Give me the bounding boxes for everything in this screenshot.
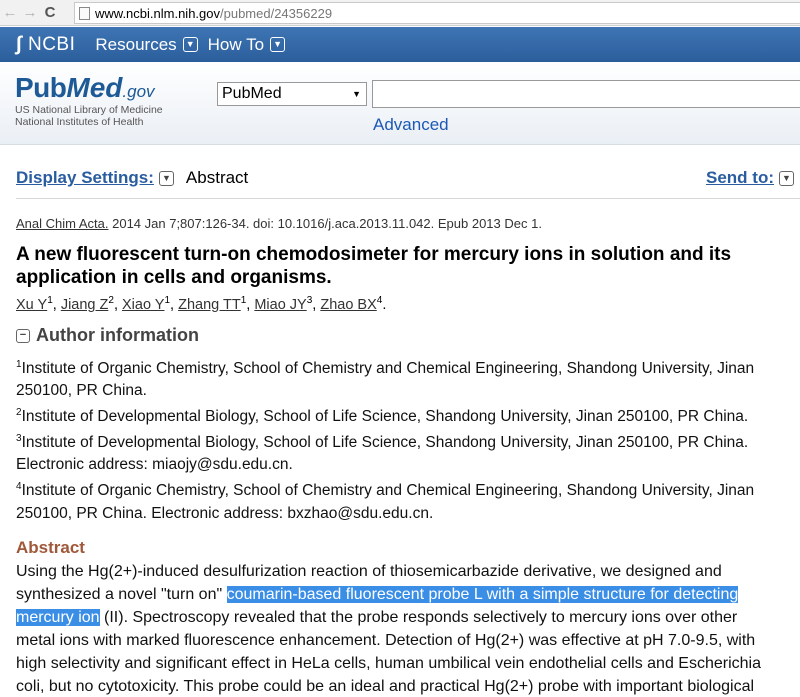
back-icon[interactable]: ← — [2, 4, 18, 21]
url-path: /pubmed/24356229 — [220, 5, 333, 21]
logo-med: Med — [66, 72, 123, 103]
affiliation-line — [16, 476, 800, 502]
pubmed-logo[interactable] — [15, 72, 163, 128]
author-affil-num: 3 — [306, 295, 313, 306]
title-line: application in cells and organisms. — [16, 267, 332, 288]
divider — [16, 198, 800, 199]
browser-toolbar — [0, 0, 800, 26]
affil-text: Electronic address: miaojy@sdu.edu.cn. — [16, 456, 293, 474]
reload-icon[interactable]: C — [44, 4, 56, 21]
affil-text: Institute of Organic Chemistry, School of Chemistry and Chemical Engineering, Shandong University, Jinan — [21, 360, 755, 378]
resources-menu-label: Resources — [95, 34, 177, 54]
abstract-line: high selectivity and significant effect in HeLa cells, human umbilical vein endothelial cells and Escherichia — [16, 655, 761, 672]
affil-num: 1 — [16, 359, 22, 370]
citation-details: 2014 Jan 7;807:126-34. doi: 10.1016/j.aca.2013.11.042. Epub 2013 Dec 1. — [108, 216, 542, 231]
affiliation-line — [16, 503, 800, 525]
pubmed-header — [0, 62, 800, 145]
chevron-down-icon[interactable]: ▼ — [159, 171, 174, 186]
author-link[interactable]: Zhao BX — [320, 296, 377, 313]
forward-icon[interactable]: → — [22, 4, 38, 21]
address-bar[interactable] — [74, 2, 800, 24]
author-affil-num: 2 — [108, 295, 114, 306]
ncbi-logo-text: NCBI — [27, 33, 76, 55]
abstract-text-plain: (II). Spectroscopy revealed that the probe responds selectively to mercury ions over other — [99, 609, 738, 626]
resources-menu[interactable] — [95, 35, 197, 55]
affil-num: 3 — [16, 433, 22, 445]
dropdown-arrow-icon: ▼ — [352, 89, 361, 99]
abstract-line — [16, 583, 800, 606]
display-settings — [16, 168, 248, 188]
author-affil-num: 4 — [376, 295, 383, 306]
abstract-text — [16, 560, 800, 697]
logo-pub: Pub — [15, 72, 67, 103]
chevron-down-icon[interactable]: ▼ — [779, 171, 794, 186]
display-format: Abstract — [185, 168, 249, 187]
abstract-line: Using the Hg(2+)-induced desulfurization reaction of thiosemicarbazide derivative, we designed and — [16, 563, 722, 580]
abstract-text-plain: synthesized a novel "turn on" — [16, 586, 227, 603]
ncbi-helix-icon: ∫ — [16, 33, 22, 55]
ncbi-logo[interactable] — [16, 33, 75, 56]
affil-num: 2 — [16, 407, 22, 419]
search-input[interactable] — [372, 80, 800, 108]
selected-text: coumarin-based fluorescent probe L with a simple structure for detecting — [226, 586, 739, 603]
affiliation-line — [16, 428, 800, 454]
affil-num: 4 — [16, 481, 22, 493]
page-icon — [79, 7, 90, 20]
author-list: Xu $Y^1$, Jiang $Z^2$, Xiao $Y^1$, Zhang $TT^1$, Miao $JY^3$, Zhao $BX^4$. — [16, 295, 387, 313]
affil-text: Institute of Organic Chemistry, School of Chemistry and Chemical Engineering, Shandong University, Jinan — [21, 482, 755, 500]
journal-link[interactable]: Anal Chim Acta. — [16, 216, 109, 231]
abstract-line — [16, 606, 800, 629]
database-select[interactable] — [217, 82, 367, 106]
author-affil-num: 1 — [240, 295, 247, 306]
nih-label: National Institutes of Health — [15, 116, 144, 128]
howto-menu[interactable] — [208, 35, 285, 55]
affil-text: Institute of Developmental Biology, School of Life Science, Shandong University, Jinan 250100, PR China. — [21, 408, 749, 426]
article-title — [16, 243, 800, 289]
abstract-heading: Abstract — [16, 538, 85, 557]
citation — [16, 216, 542, 231]
affil-text: 250100, PR China. Electronic address: bxzhao@sdu.edu.cn. — [16, 504, 434, 522]
selected-text: mercury ion — [16, 609, 100, 626]
affiliation-line — [16, 380, 800, 402]
affiliation-line — [16, 454, 800, 476]
url-host: www.ncbi.nlm.nih.gov — [95, 5, 220, 21]
author-link[interactable]: Miao JY — [254, 296, 307, 313]
chevron-down-icon: ▼ — [183, 37, 198, 52]
display-settings-link[interactable]: Display Settings: — [16, 168, 154, 187]
author-info-label: Author information — [36, 325, 199, 345]
author-info-toggle[interactable] — [16, 325, 199, 346]
affil-text: 250100, PR China. — [16, 382, 147, 400]
affiliation-line — [16, 354, 800, 380]
author-link[interactable]: Xiao Y — [122, 296, 165, 313]
chevron-down-icon: ▼ — [270, 37, 285, 52]
send-to-link[interactable]: Send to: — [706, 168, 774, 187]
abstract-line: coli, but no cytotoxicity. This probe could be an ideal and practical Hg(2+) probe with important biological — [16, 678, 755, 695]
logo-gov: .gov — [122, 82, 155, 101]
author-affil-num: 1 — [47, 295, 53, 306]
abstract-line: metal ions with marked fluorescence enhancement. Detection of Hg(2+) was effective at pH 7.0-9.5, with — [16, 632, 756, 649]
collapse-icon: − — [16, 329, 30, 343]
advanced-search-link[interactable]: Advanced — [373, 115, 449, 134]
affil-text: Institute of Developmental Biology, School of Life Science, Shandong University, Jinan 250100, PR China. — [21, 434, 749, 452]
nlm-label: US National Library of Medicine — [15, 104, 163, 116]
author-link[interactable]: Xu Y — [16, 296, 48, 313]
author-link[interactable]: Zhang TT — [178, 296, 241, 313]
affiliations — [16, 354, 800, 525]
affiliation-line — [16, 402, 800, 428]
howto-menu-label: How To — [207, 34, 265, 54]
ncbi-bar — [0, 27, 800, 62]
title-line: A new fluorescent turn-on chemodosimeter for mercury ions in solution and its — [16, 244, 732, 265]
author-link[interactable]: Jiang Z — [60, 296, 109, 313]
send-to — [706, 168, 794, 188]
database-selected: PubMed — [222, 85, 282, 102]
ncbi-menu — [95, 35, 295, 55]
author-affil-num: 1 — [164, 295, 171, 306]
